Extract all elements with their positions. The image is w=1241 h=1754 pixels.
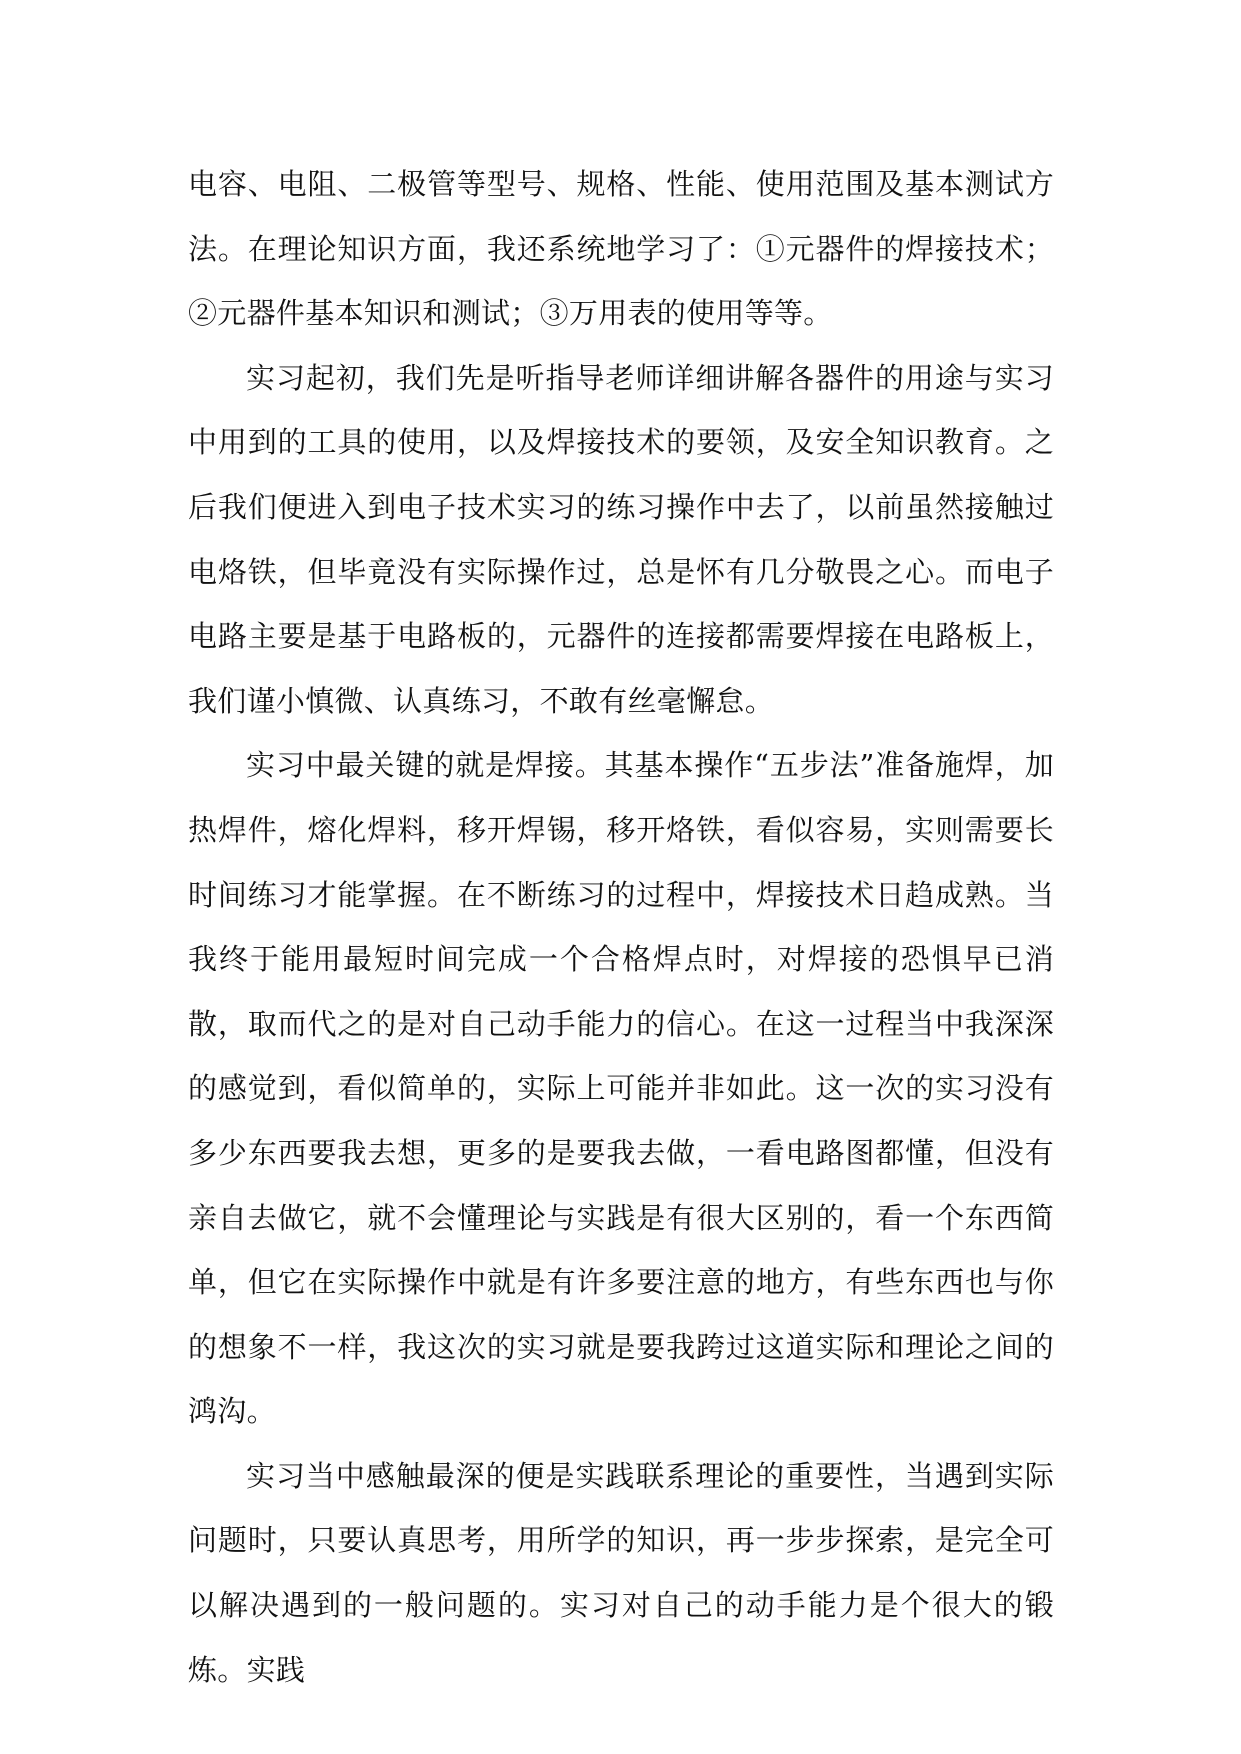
paragraph-3: 实习中最关键的就是焊接。其基本操作“五步法”准备施焊，加热焊件，熔化焊料，移开焊锡，移开烙铁，看似容易，实则需要长时间练习才能掌握。在不断练习的过程中，焊接技术日趋成熟。当我终于能用最短时间完成一个合格焊点时，对焊接的恐惧早已消散，取而代之的是对自己动手能力的信心。在这一过程当中我深深的感觉到，看似简单的，实际上可能并非如此。这一次的实习没有多少东西要我去想，更多的是要我去做，一看电路图都懂，但没有亲自去做它，就不会懂理论与实践是有很大区别的，看一个东西简单，但它在实际操作中就是有许多要注意的地方，有些东西也与你的想象不一样，我这次的实习就是要我跨过这道实际和理论之间的鸿沟。 [188,748,1054,1429]
paragraph-1: 电容、电阻、二极管等型号、规格、性能、使用范围及基本测试方法。在理论知识方面，我还系统地学习了：①元器件的焊接技术；②元器件基本知识和测试；③万用表的使用等等。 [188,167,1054,331]
paragraph-2: 实习起初，我们先是听指导老师详细讲解各器件的用途与实习中用到的工具的使用，以及焊接技术的要领，及安全知识教育。之后我们便进入到电子技术实习的练习操作中去了，以前虽然接触过电烙铁，但毕竟没有实际操作过，总是怀有几分敬畏之心。而电子电路主要是基于电路板的，元器件的连接都需要焊接在电路板上，我们谨小慎微、认真练习，不敢有丝毫懈怠。 [188,360,1054,718]
paragraph-4: 实习当中感触最深的便是实践联系理论的重要性，当遇到实际问题时，只要认真思考，用所学的知识，再一步步探索，是完全可以解决遇到的一般问题的。实习对自己的动手能力是个很大的锻炼。实践 [188,1458,1054,1687]
document-body [188,152,1054,1702]
